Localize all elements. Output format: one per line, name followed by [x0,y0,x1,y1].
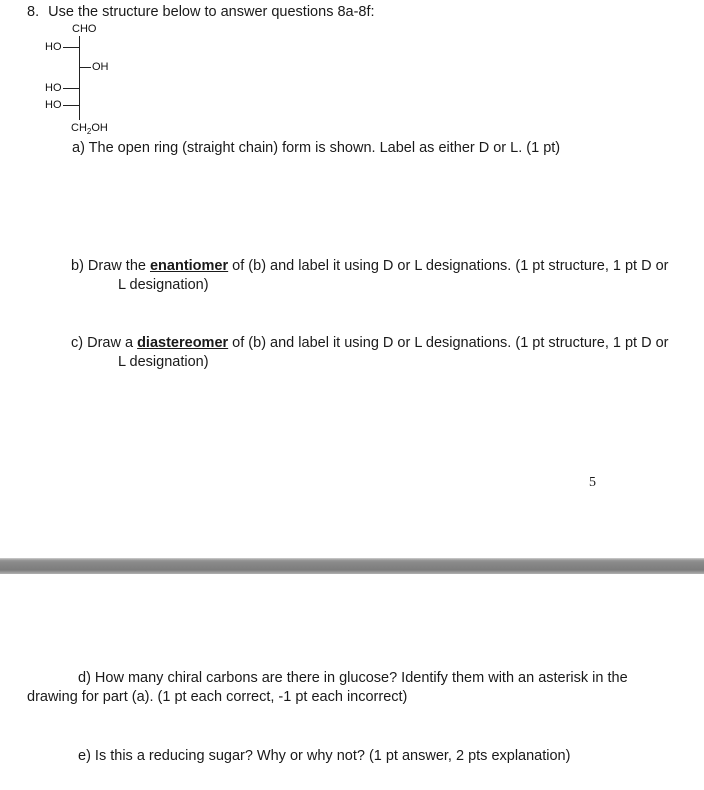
part-a: a) The open ring (straight chain) form is shown. Label as either D or L. (1 pt) [72,140,561,156]
question-number: 8. [27,4,40,20]
bond-3 [63,88,79,89]
part-c-line2: L designation) [118,354,209,370]
bond-2 [79,67,91,68]
enantiomer-term: enantiomer [149,258,229,274]
part-c-line1: c) Draw a diastereomer of (b) and label it using D or L designations. (1 pt structure, 1 pt D or [71,335,669,351]
backbone-line [79,36,80,120]
substituent-label-4: HO [45,99,62,111]
part-b-line2: L designation) [118,277,209,293]
substituent-label-2: OH [92,61,109,73]
diastereomer-term: diastereomer [137,335,229,351]
page-divider [0,558,704,574]
bond-1 [63,47,79,48]
top-group-label: CHO [72,23,97,35]
part-d-line1: d) How many chiral carbons are there in glucose? Identify them with an asterisk in the [78,670,628,686]
page-number: 5 [589,475,596,490]
question-intro: Use the structure below to answer questions 8a-8f: [48,4,375,20]
part-b-line1: b) Draw the enantiomer of (b) and label it using D or L designations. (1 pt structure, 1 pt D or [71,258,669,274]
part-e: e) Is this a reducing sugar? Why or why not? (1 pt answer, 2 pts explanation) [78,748,571,764]
substituent-label-1: HO [45,41,62,53]
part-d-line2: drawing for part (a). (1 pt each correct, -1 pt each incorrect) [27,689,408,705]
substituent-label-3: HO [45,82,62,94]
bottom-group-label: $CH_2OH$ [71,122,108,137]
question-header [27,3,375,22]
bond-4 [63,105,79,106]
